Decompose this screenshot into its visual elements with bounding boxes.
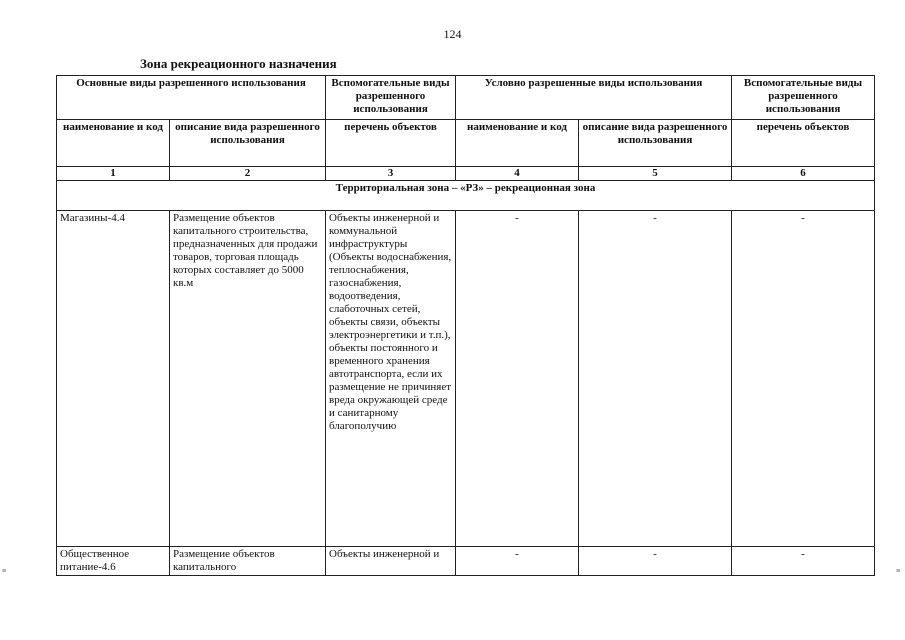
cell-cond-objects: - [732, 211, 875, 547]
subheader-cond-objects-list: перечень объектов [732, 120, 875, 167]
zone-title: Зона рекреационного назначения [140, 56, 337, 71]
column-number: 1 [57, 167, 170, 181]
column-number: 5 [579, 167, 732, 181]
zone-heading: Территориальная зона – «РЗ» – рекреационная зона [57, 181, 875, 211]
cell-cond-objects: - [732, 547, 875, 576]
header-aux-uses-conditional: Вспомогательные виды разрешенного использования [732, 76, 875, 120]
column-number: 2 [170, 167, 326, 181]
header-aux-uses-main: Вспомогательные виды разрешенного использования [326, 76, 456, 120]
left-margin-mark: ≡ [2, 566, 7, 575]
cell-objects: Объекты инженерной и [326, 547, 456, 576]
column-number: 4 [456, 167, 579, 181]
subheader-description: описание вида разрешенного использования [170, 120, 326, 167]
right-margin-mark: ≡ [896, 566, 901, 575]
cell-cond-name-code: - [456, 547, 579, 576]
header-conditional-uses: Условно разрешенные виды использования [456, 76, 732, 120]
table-row [57, 211, 875, 547]
cell-cond-description: - [579, 211, 732, 547]
cell-description: Размещение объектов капитального [170, 547, 326, 576]
cell-cond-name-code: - [456, 211, 579, 547]
subheader-cond-name-code: наименование и код [456, 120, 579, 167]
cell-name-code: Общественное питание-4.6 [57, 547, 170, 576]
subheader-name-code: наименование и код [57, 120, 170, 167]
table-row [57, 547, 875, 576]
subheader-objects-list: перечень объектов [326, 120, 456, 167]
subheader-cond-description: описание вида разрешенного использования [579, 120, 732, 167]
cell-description: Размещение объектов капитального строительства, предназначенных для продажи товаров, торговая площадь которых составляет до 5000 кв.м [170, 211, 326, 547]
cell-name-code: Магазины-4.4 [57, 211, 170, 547]
column-number: 6 [732, 167, 875, 181]
page-number: 124 [443, 27, 462, 41]
header-main-uses: Основные виды разрешенного использования [57, 76, 326, 120]
land-use-table [56, 75, 875, 576]
cell-cond-description: - [579, 547, 732, 576]
column-number: 3 [326, 167, 456, 181]
cell-objects: Объекты инженерной и коммунальной инфраструктуры (Объекты водоснабжения, теплоснабжения, газоснабжения, водоотведения, слаботочных сетей, объекты связи, объекты электроэнергетики и т.п.), объекты постоянного и временного хранения автотранспорта, если их размещение не причиняет вреда окружающей среде и санитарному благополучию [326, 211, 456, 547]
